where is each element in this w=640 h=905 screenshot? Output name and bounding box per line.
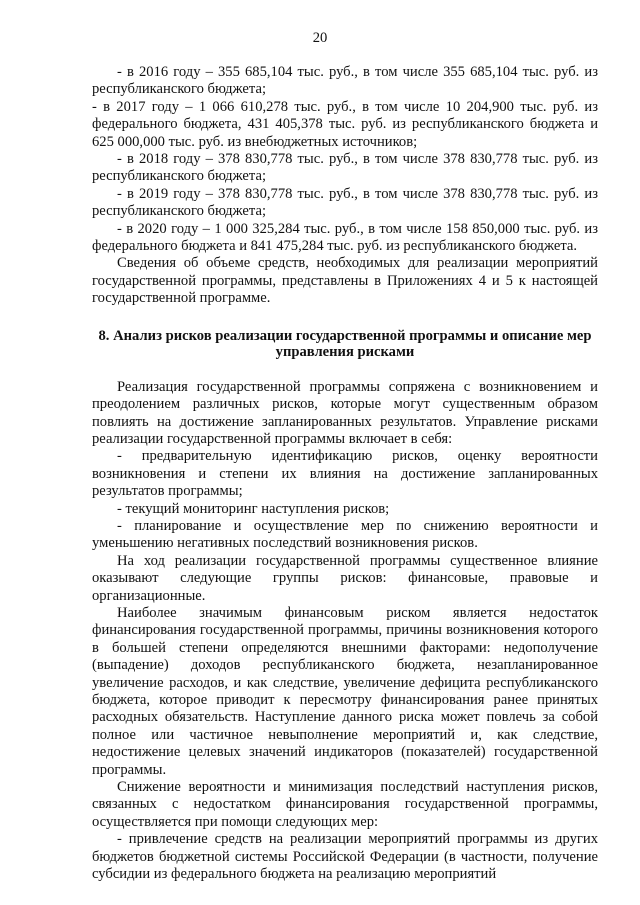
paragraph: - в 2018 году – 378 830,778 тыс. руб., в том числе 378 830,778 тыс. руб. из республиканского бюджета; bbox=[92, 151, 598, 185]
paragraph: - планирование и осуществление мер по снижению вероятности и уменьшению негативных последствий возникновения рисков. bbox=[92, 517, 598, 552]
paragraph: - в 2016 году – 355 685,104 тыс. руб., в том числе 355 685,104 тыс. руб. из республиканского бюджета; bbox=[92, 64, 598, 98]
paragraph: - в 2020 году – 1 000 325,284 тыс. руб., в том числе 158 850,000 тыс. руб. из федерального бюджета и 841 475,284 тыс. руб. из республиканского бюджета. bbox=[92, 220, 598, 255]
page-number: 20 bbox=[312, 30, 328, 46]
paragraph: Снижение вероятности и минимизация последствий наступления рисков, связанных с недостатком финансирования государственной программы, осуществляется при помощи следующих мер: bbox=[92, 779, 598, 830]
paragraph: - в 2017 году – 1 066 610,278 тыс. руб., в том числе 10 204,900 тыс. руб. из федерального бюджета, 431 405,378 тыс. руб. из республиканского бюджета и 625 000,000 тыс. руб. из внебюджетных источников; bbox=[92, 98, 598, 150]
paragraph: - привлечение средств на реализации мероприятий программы из других бюджетов бюджетной системы Российской Федерации (в частности, получение субсидии из федерального бюджета на реализацию мероприятий bbox=[92, 831, 598, 883]
paragraph: Наиболее значимым финансовым риском является недостаток финансирования государственной программы, причины возникновения которого в большей степени определяются внешними факторами: недополучение (выпадение) доходов республиканского бюджета, незапланированное увеличение расходов, и как следствие, увеличение дефицита республиканского бюджета, которое приводит к пересмотру финансирования ранее принятых расходных обязательств. Наступление данного риска может повлечь за собой полное или частичное невыполнение мероприятий и, как следствие, недостижение целевых значений индикаторов (показателей) государственной программы. bbox=[92, 604, 598, 778]
paragraph: На ход реализации государственной программы существенное влияние оказывают следующие группы рисков: финансовые, правовые и организационные. bbox=[92, 552, 598, 604]
section-heading: 8. Анализ рисков реализации государственной программы и описание мер управления рисками bbox=[98, 327, 592, 361]
paragraph: - текущий мониторинг наступления рисков; bbox=[117, 500, 390, 517]
paragraph: Реализация государственной программы сопряжена с возникновением и преодолением различных рисков, которые могут существенным образом повлиять на достижение запланированных результатов. Управление рисками реализации государственной программы включает в себя: bbox=[92, 378, 598, 447]
paragraph: - предварительную идентификацию рисков, оценку вероятности возникновения и степени их влияния на достижение запланированных результатов программы; bbox=[92, 448, 598, 500]
paragraph: - в 2019 году – 378 830,778 тыс. руб., в том числе 378 830,778 тыс. руб. из республиканского бюджета; bbox=[92, 185, 598, 220]
paragraph: Сведения об объеме средств, необходимых для реализации мероприятий государственной программы, представлены в Приложениях 4 и 5 к настоящей государственной программе. bbox=[92, 255, 598, 307]
document-body bbox=[92, 64, 598, 883]
